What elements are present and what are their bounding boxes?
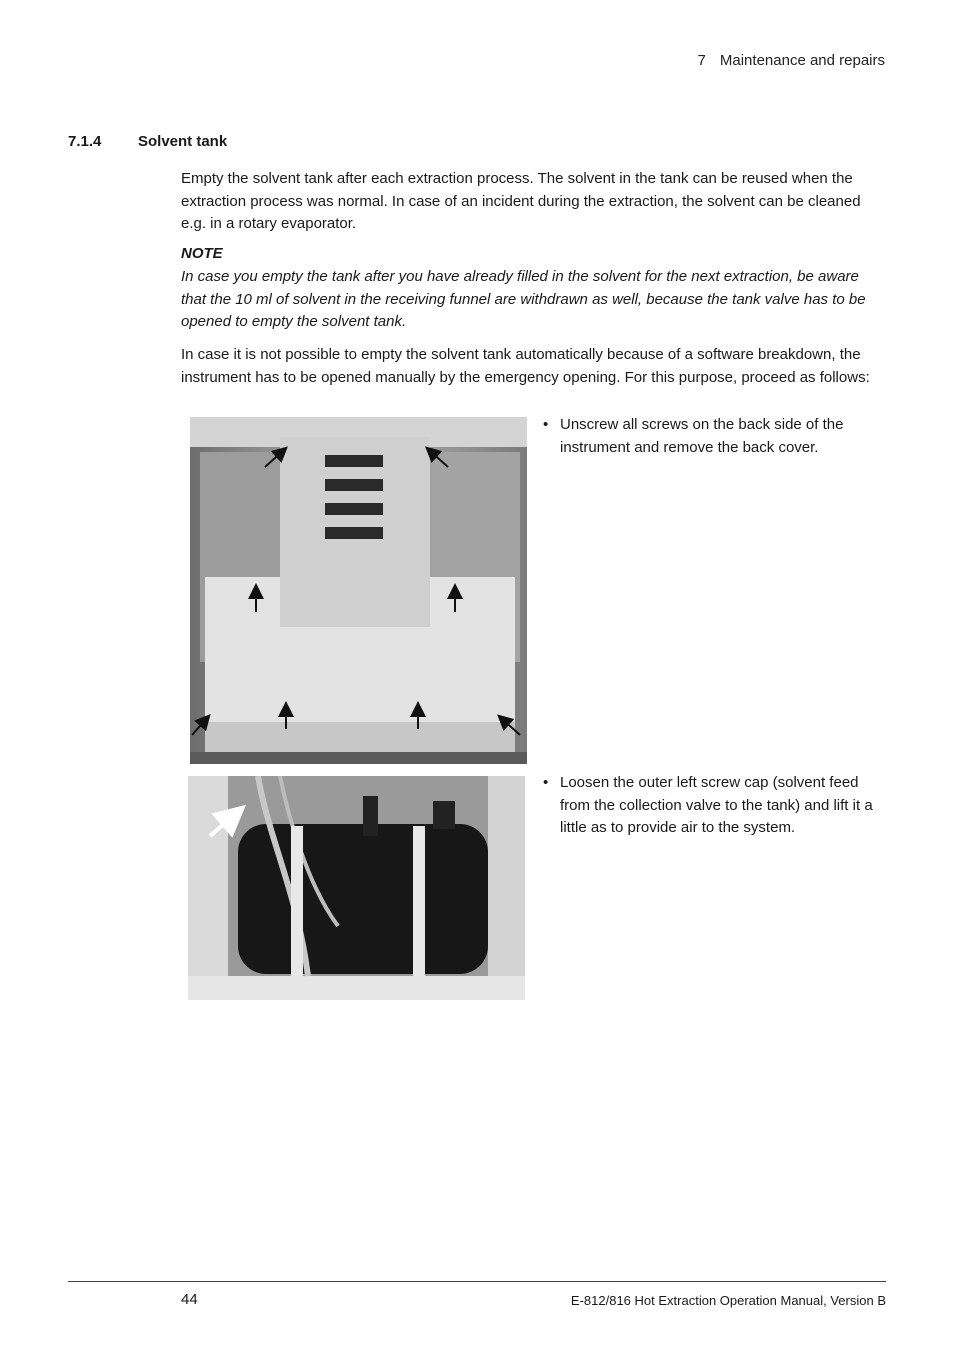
- step-list-item: [543, 772, 879, 840]
- procedure-paragraph: In case it is not possible to empty the solvent tank automatically because of a software breakdown, the instrument has to be opened manually by the emergency opening. For this purpose, proceed as follows:: [181, 346, 870, 386]
- section-title: Solvent tank: [138, 133, 228, 150]
- page-number: 44: [181, 1291, 198, 1308]
- note-text: In case you empty the tank after you have already filled in the solvent for the next extraction, be aware that the 10 ml of solvent in the receiving funnel are withdrawn as well, because the tank valve has to be opened to empty the solvent tank.: [181, 268, 866, 331]
- section-number: 7.1.4: [68, 133, 102, 150]
- note-title: NOTE: [181, 245, 223, 262]
- bullet-marker: •: [543, 774, 549, 791]
- chapter-number: 7: [697, 52, 706, 69]
- footer-divider: [68, 1281, 886, 1282]
- running-header: [698, 52, 885, 69]
- intro-paragraph: Empty the solvent tank after each extraction process. The solvent in the tank can be reused when the extraction process was normal. In case of an incident during the extraction, the solvent can be cleaned e.g. in a rotary evaporator.: [181, 170, 861, 233]
- step-text: Unscrew all screws on the back side of the instrument and remove the back cover.: [560, 416, 844, 456]
- step-text: Loosen the outer left screw cap (solvent feed from the collection valve to the tank) and lift it a little as to provide air to the system.: [560, 774, 873, 837]
- step-list-item: [543, 414, 879, 459]
- instrument-back-photo: [190, 417, 527, 764]
- chapter-title: Maintenance and repairs: [719, 52, 885, 69]
- solvent-tank-photo: [188, 776, 525, 1000]
- bullet-marker: •: [543, 416, 549, 433]
- document-title: E-812/816 Hot Extraction Operation Manual, Version B: [570, 1293, 886, 1308]
